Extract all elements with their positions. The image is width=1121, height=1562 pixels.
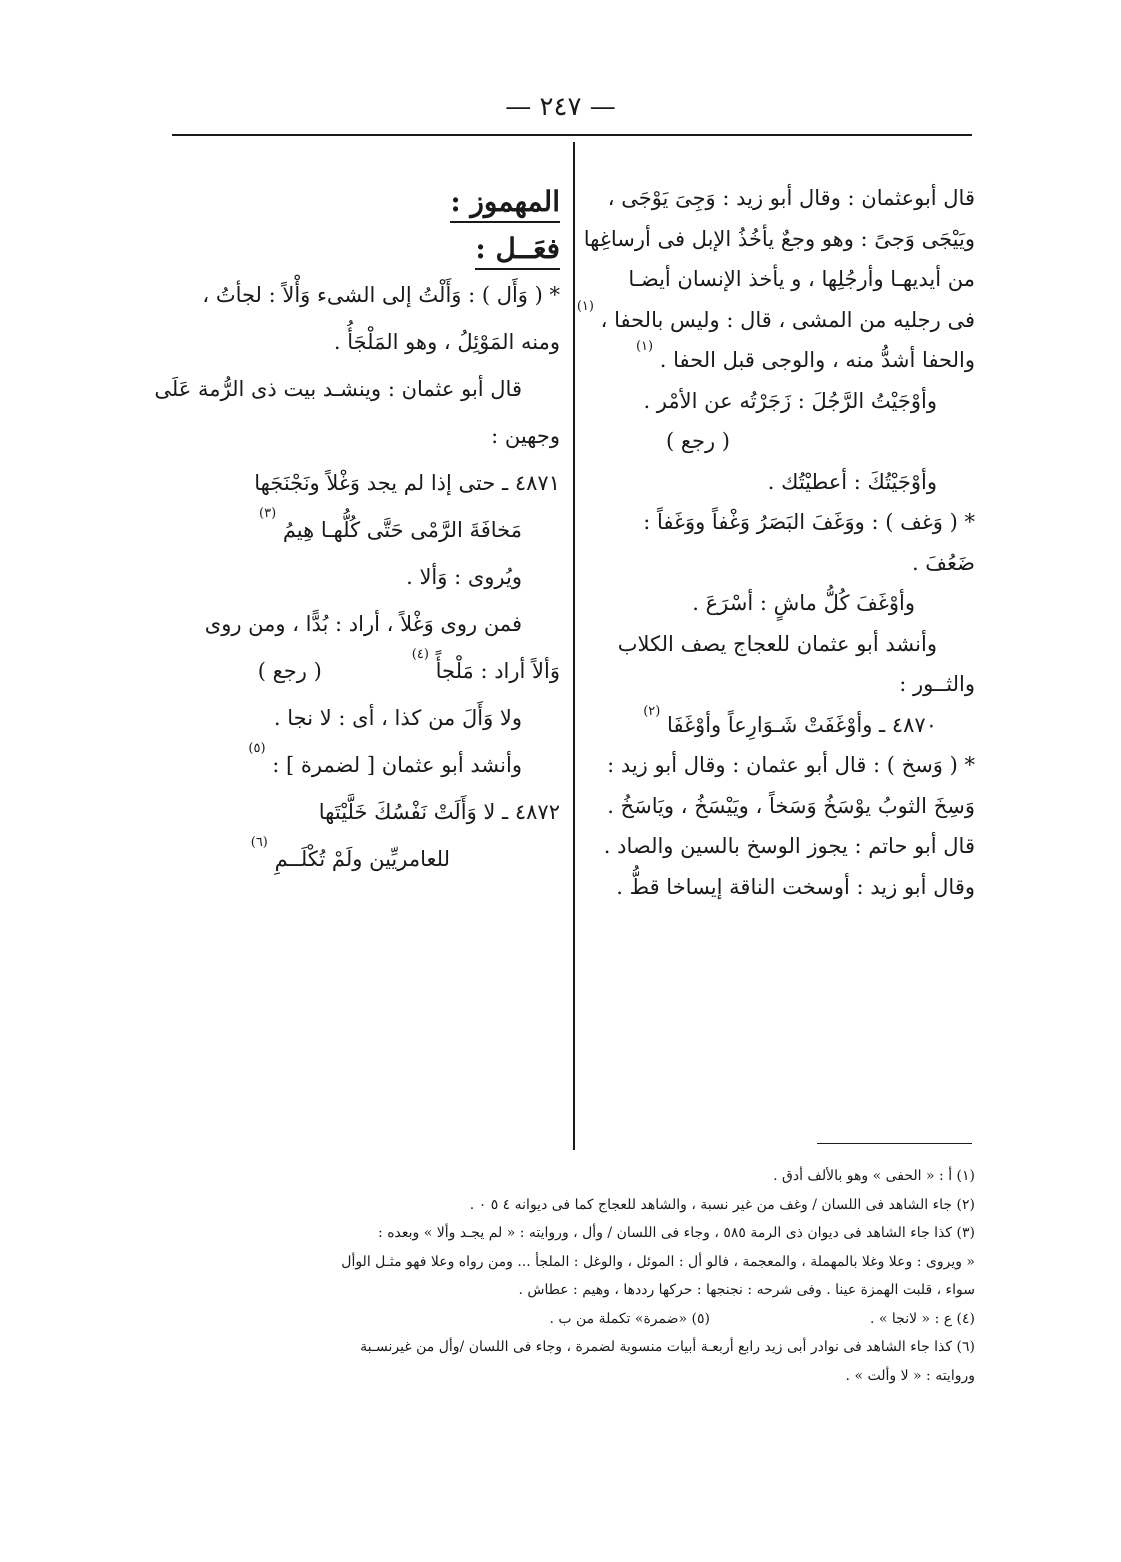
heading-mahmuz-text: المهموز : — [450, 185, 560, 223]
left-line-9 — [175, 648, 560, 695]
right-line-4 — [576, 298, 975, 341]
left-line-4: وجهين : — [491, 424, 560, 448]
footnote-marker-3: (٣) — [259, 506, 277, 521]
left-column — [154, 178, 560, 883]
left-line-9-text: وَألاً أراد : مَلْجأً — [435, 659, 560, 683]
verse-4870-text: ٤٨٧٠ ـ وأوْغَفَتْ شَـوَارِعاً وأوْغَفَا — [667, 712, 937, 737]
footnote-4: (٤) ع : « لانجا » . — [870, 1310, 975, 1327]
section-heading-faal — [175, 225, 560, 272]
right-line-4-text: فى رجليه من المشى ، قال : وليس بالحفا ، — [600, 307, 975, 332]
footnote-5: (٥) «ضمرة» تكملة من ب . — [549, 1310, 710, 1327]
right-line-9: * ( وَغف ) : ووَغَفَ البَصَرُ وَغْفاً ووَغَفاً : — [643, 510, 975, 534]
footnote-marker-2: (٢) — [643, 703, 661, 719]
footnote-rule — [817, 1143, 972, 1144]
footnote-marker-6: (٦) — [250, 835, 268, 850]
heading-faal-text: فعَــل : — [475, 232, 560, 270]
footnote-marker-5: (٥) — [248, 741, 266, 756]
right-column — [576, 178, 975, 907]
page-number: — ٢٤٧ — — [505, 92, 616, 122]
right-line-1: قال أبوعثمان : وقال أبو زيد : وَجِىَ يَوْجَى ، — [607, 186, 975, 210]
footnote-6-line-2: وروايته : « لا وألت » . — [845, 1367, 975, 1384]
verse-4871-hemistich-text: مَخافَةَ الرَّمْى حَتَّى كُلُّهـا هِيمُ — [282, 518, 522, 542]
footnote-1: (١) أ : « الحفى » وهو بالألف أدق . — [773, 1168, 975, 1184]
footnotes — [175, 1162, 975, 1390]
verse-4870 — [590, 705, 975, 746]
right-line-18: وقال أبو زيد : أوسخت الناقة إيساخا قطُّ . — [616, 874, 975, 899]
right-line-6: وأوْجَيْتُ الرَّجُلَ : زَجَرْتُه عن الأمْر . — [643, 388, 937, 413]
right-line-8: وأوْجَيْتُكَ : أعطيْتُك . — [767, 469, 937, 494]
verse-4872: ٤٨٧٢ ـ لا وَأَلَتْ نَفْسُكَ خَلَّيْتَها — [318, 800, 560, 824]
verse-4871: ٤٨٧١ ـ حتى إذا لم يجد وَغْلاً ونَجْنَجَها — [254, 471, 560, 495]
right-line-10: ضَعُفَ . — [911, 550, 975, 575]
right-line-5 — [590, 340, 975, 381]
left-line-11: ولا وَأَلَ من كذا ، أى : لا نجا . — [273, 706, 522, 730]
right-line-15: * ( وَسخ ) : قال أبو عثمان : وقال أبو زيد : — [607, 753, 975, 777]
right-line-2: ويَيْجَى وَجىً : وهو وجعٌ يأخُذُ الإبل فى أرساغِها — [583, 226, 975, 251]
verse-4872-hemistich-text: للعامريِّين ولَمْ تُكْلَــمِ — [274, 847, 450, 871]
left-line-2: ومنه المَوْئِلُ ، وهو المَلْجَأُ . — [333, 330, 560, 354]
right-line-16: وَسِخَ الثوبُ يوْسَخُ وَسَخاً ، ويَيْسَخُ ، ويَاسَخُ . — [607, 793, 975, 818]
right-line-13: والثــور : — [899, 672, 975, 696]
footnote-3-line-1: (٣) كذا جاء الشاهد فى ديوان ذى الرمة ٥٨٥ ، وجاء فى اللسان / وأل ، وروايته : « لم يجـد وألا » وبعده : — [378, 1225, 975, 1241]
right-ruju-1: ( رجع ) — [665, 429, 730, 453]
footnote-marker-1b: (١) — [635, 339, 654, 354]
footnote-2: (٢) جاء الشاهد فى اللسان / وغف من غير نسبة ، والشاهد للعجاج كما فى ديوانه ٤ ٥ ٠ . — [469, 1196, 975, 1213]
right-line-17: قال أبو حاتم : يجوز الوسخ بالسين والصاد . — [603, 834, 975, 858]
left-line-12 — [175, 742, 560, 789]
footnote-marker-1a: (١) — [576, 298, 594, 314]
left-line-1: * ( وَأَل ) : وَأَلْتُ إلى الشىء وَأْلاً : لجأتُ ، — [202, 283, 560, 307]
footnote-3-line-2: « ويروى : وعلا وغلا بالمهملة ، والمعجمة ، فالو أل : الموئل ، والوغل : الملجأ ... ومن رواه وعلا فهو مثـل الوأل — [341, 1253, 975, 1270]
header-rule — [172, 134, 972, 136]
left-ruju: ( رجع ) — [257, 659, 322, 683]
left-line-3: قال أبو عثمان : وينشـد بيت ذى الرُّمة عَلَى — [154, 377, 522, 401]
footnote-6-line-1: (٦) كذا جاء الشاهد فى نوادر أبى زيد رابع أربعـة أبيات منسوبة لضمرة ، وجاء فى اللسان /وأل من غيرنسـبة — [360, 1339, 975, 1355]
section-heading-mahmuz — [175, 178, 560, 225]
right-line-12: وأنشد أبو عثمان للعجاج يصف الكلاب — [617, 631, 937, 656]
left-line-8: فمن روى وَغْلاً ، أراد : بُدًّا ، ومن روى — [204, 612, 522, 636]
column-divider — [573, 142, 575, 1150]
footnote-3-line-3: سواء ، قلبت الهمزة عينا . وفى شرحه : نجنجها : حركها رددها ، وهيم : عطاش . — [518, 1282, 975, 1298]
right-line-5-text: والحفا أشدُّ منه ، والوجى قبل الحفا . — [659, 348, 975, 372]
right-line-11: وأوْغَفَ كُلُّ ماشٍ : أسْرَعَ . — [692, 591, 915, 615]
footnote-4-5 — [175, 1305, 975, 1334]
verse-4872-hemistich — [175, 836, 560, 883]
right-line-3: من أيديهـا وأرجُلِها ، و يأخذ الإنسان أيضـا — [628, 267, 975, 291]
left-line-7: ويُروى : وَألا . — [406, 565, 522, 589]
verse-4871-hemistich — [175, 507, 560, 554]
left-line-12-text: وأنشد أبو عثمان [ لضمرة ] : — [272, 753, 522, 777]
footnote-marker-4: (٤) — [411, 647, 429, 662]
